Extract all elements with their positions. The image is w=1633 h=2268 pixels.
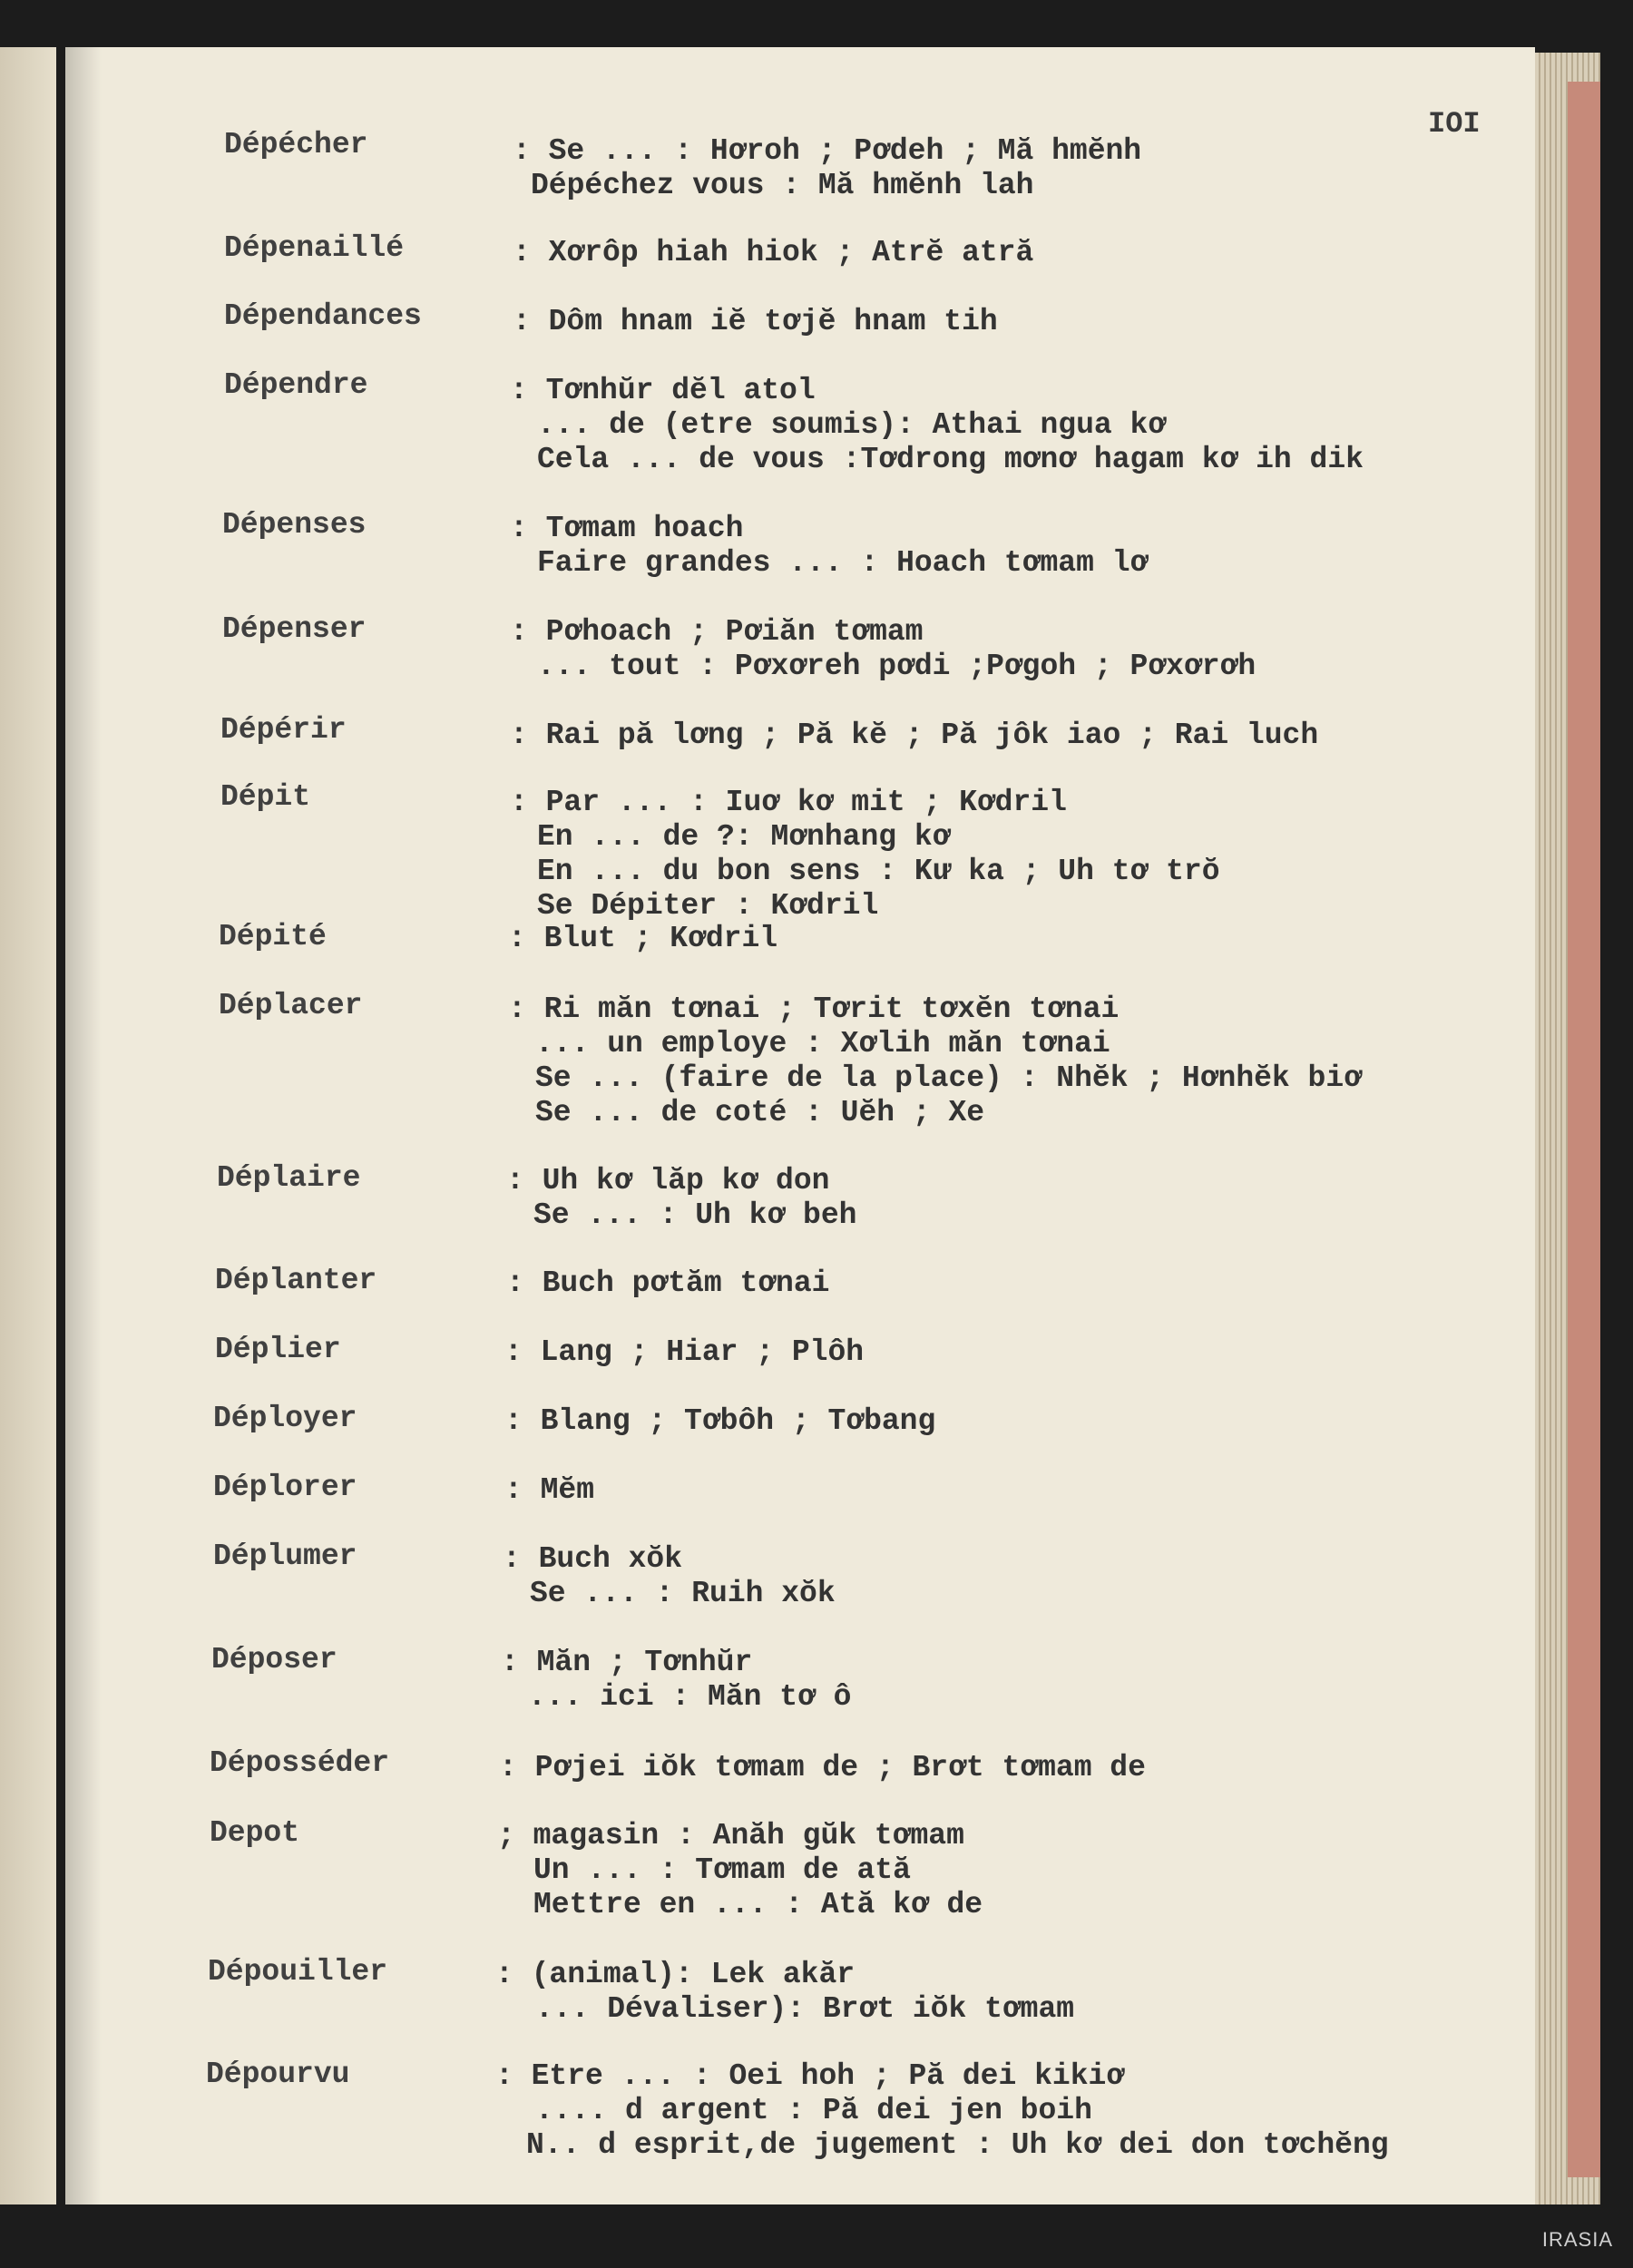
definition-line: En ... de ?: Mơnhang kơ xyxy=(537,820,951,854)
headword: Déposséder xyxy=(210,1746,390,1780)
headword: Dépendre xyxy=(224,368,368,402)
headword: Dépouiller xyxy=(208,1955,388,1989)
definition xyxy=(497,1819,983,1922)
headword: Dépécher xyxy=(224,128,368,161)
definition-line: ... de (etre soumis): Athai ngua kơ xyxy=(537,408,1167,442)
definition-line: : Mĕm xyxy=(504,1473,595,1507)
headword: Déposer xyxy=(211,1643,337,1677)
definition-line: : Tơnhŭr dĕl atol xyxy=(510,374,816,407)
definition-line: ... ici : Măn tơ ô xyxy=(528,1680,852,1714)
definition-line: : Buch xŏk xyxy=(503,1542,683,1576)
definition xyxy=(495,2059,1389,2163)
definition xyxy=(510,786,1220,924)
definition xyxy=(510,512,1148,581)
headword: Déplacer xyxy=(219,989,363,1022)
definition-line: Se Dépiter : Kơdril xyxy=(537,889,879,923)
definition-line: Se ... de coté : Uĕh ; Xe xyxy=(535,1096,985,1129)
headword: Déplumer xyxy=(213,1540,357,1573)
headword: Dépendances xyxy=(224,299,422,333)
headword: Déplorer xyxy=(213,1471,357,1504)
definition xyxy=(510,719,1318,753)
headword: Dépourvu xyxy=(206,2058,350,2091)
definition-line: : Măn ; Tơnhŭr xyxy=(501,1646,753,1679)
book-cover-edge xyxy=(1568,82,1600,2177)
definition-line: Faire grandes ... : Hoach tơmam lơ xyxy=(537,546,1149,580)
definition-line: Dépéchez vous : Mă hmĕnh lah xyxy=(531,169,1034,202)
definition xyxy=(508,922,777,956)
definition-line: : Dôm hnam iĕ tơjĕ hnam tih xyxy=(513,305,998,338)
definition xyxy=(504,1473,594,1508)
definition-line: : Par ... : Iuơ kơ mit ; Kơdril xyxy=(510,786,1067,819)
headword: Dépenses xyxy=(222,508,367,542)
definition-line: : Buch pơtăm tơnai xyxy=(506,1266,830,1300)
headword: Dépérir xyxy=(220,713,347,747)
definition-line: Se ... : Uh kơ beh xyxy=(533,1198,857,1232)
definition xyxy=(510,374,1364,477)
headword: Déployer xyxy=(213,1402,357,1435)
definition-line: Un ... : Tơmam de ată xyxy=(533,1853,911,1887)
definition xyxy=(499,1751,1146,1785)
definition xyxy=(513,305,998,339)
definition xyxy=(503,1542,836,1611)
definition xyxy=(510,615,1256,684)
definition-line: : Pơjei iŏk tơmam de ; Brơt tơmam de xyxy=(499,1751,1146,1784)
definition-line: Se ... : Ruih xŏk xyxy=(530,1577,836,1610)
definition-line: .... d argent : Pă dei jen boih xyxy=(535,2094,1092,2127)
headword: Déplanter xyxy=(215,1264,377,1297)
definition-line: : Ri măn tơnai ; Tơrit tơxĕn tơnai xyxy=(508,992,1120,1026)
definition-line: ... Dévaliser): Brơt iŏk tơmam xyxy=(535,1992,1075,2026)
definition-line: : Blut ; Kơdril xyxy=(508,922,778,955)
headword: Dépenser xyxy=(222,612,367,646)
headword: Dépenaillé xyxy=(224,231,405,265)
definition-line: En ... du bon sens : Kư ka ; Uh tơ trŏ xyxy=(537,855,1220,888)
definition-line: : Blang ; Tơbôh ; Tơbang xyxy=(504,1404,936,1438)
definition xyxy=(504,1404,935,1439)
definition xyxy=(513,134,1141,203)
definition xyxy=(508,992,1362,1130)
definition-line: : Lang ; Hiar ; Plôh xyxy=(504,1335,865,1369)
definition xyxy=(506,1266,829,1301)
definition xyxy=(501,1646,851,1715)
definition xyxy=(495,1958,1074,2027)
definition-line: Mettre en ... : Ată kơ de xyxy=(533,1888,983,1921)
definition-line: ... un employe : Xơlih măn tơnai xyxy=(535,1027,1110,1061)
headword: Dépit xyxy=(220,780,311,814)
definition-line: : Rai pă lơng ; Pă kĕ ; Pă jôk iao ; Rai luch xyxy=(510,719,1319,752)
headword: Dépité xyxy=(219,920,327,953)
definition-line: ... tout : Pơxơreh pơdi ;Pơgoh ; Pơxơrơh xyxy=(537,650,1257,683)
definition-line: : Pơhoach ; Pơiăn tơmam xyxy=(510,615,924,649)
definition-line: : Tơmam hoach xyxy=(510,512,744,545)
watermark: IRASIA xyxy=(1541,2228,1613,2251)
definition-line: : (animal): Lek akăr xyxy=(495,1958,856,1991)
left-page-binding xyxy=(0,47,56,2204)
definition-line: : Etre ... : Oei hoh ; Pă dei kikiơ xyxy=(495,2059,1125,2093)
definition-line: N.. d esprit,de jugement : Uh kơ dei don tơchĕng xyxy=(526,2128,1389,2162)
definition xyxy=(506,1164,856,1233)
definition-line: : Xơrôp hiah hiok ; Atrĕ atră xyxy=(513,236,1034,269)
definition-line: ; magasin : Anăh gŭk tơmam xyxy=(497,1819,964,1853)
page-number: IOI xyxy=(1428,107,1481,141)
definition-line: : Uh kơ lăp kơ don xyxy=(506,1164,830,1198)
definition-line: Cela ... de vous :Tơdrong mơnơ hagam kơ ih dik xyxy=(537,443,1364,476)
definition-line: : Se ... : Hơroh ; Pơdeh ; Mă hmĕnh xyxy=(513,134,1142,168)
definition xyxy=(504,1335,864,1370)
headword: Depot xyxy=(210,1816,300,1850)
headword: Déplier xyxy=(215,1333,341,1366)
definition xyxy=(513,236,1033,270)
definition-line: Se ... (faire de la place) : Nhĕk ; Hơnhĕk biơ xyxy=(535,1061,1362,1095)
headword: Déplaire xyxy=(217,1161,361,1195)
